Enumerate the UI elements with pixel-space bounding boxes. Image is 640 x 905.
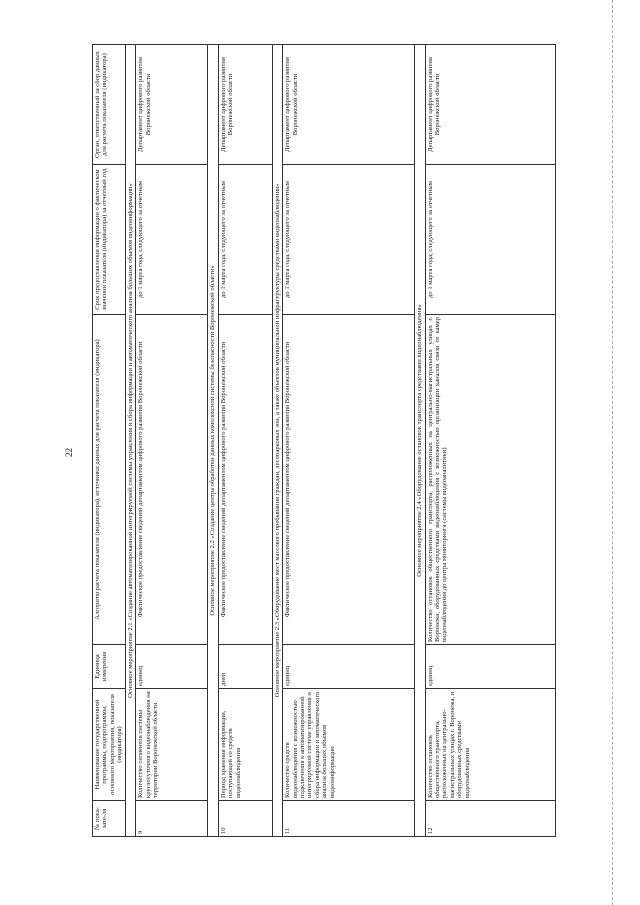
section-row [208, 45, 218, 837]
row-algorithm: Фактическое предоставление сведений департаментом цифрового развития Воронежской области [218, 315, 272, 645]
row-algorithm: Фактическое предоставление сведений департаментом цифрового развития Воронежской области [136, 315, 208, 645]
page-number: 22 [64, 448, 74, 457]
section-row [125, 45, 135, 837]
row-name: Количество остановок общественного транспорта, расположенных на центрально-магистральных улицах г. Воронежа, и оборудованных средствами видеонаблюдения [425, 689, 555, 801]
table-row [218, 45, 272, 837]
row-unit: единиц [136, 645, 208, 689]
section-title: Основное мероприятие 2.2 «Создание центра обработки данных комплексной системы безопасности Воронежской области» [208, 45, 218, 837]
header-term: Срок предоставления информации о фактическом значении показателя (индикатора) за отчетный год [93, 165, 126, 315]
row-org: Департамент цифрового развития Воронежской области [136, 45, 208, 165]
section-title: Основное мероприятие 2.3 «Оборудование мест массового пребывания граждан, лесопарковых зон, а также объектов муниципальной инфраструктуры средствами видеонаблюдения» [272, 45, 282, 837]
row-unit: дней [218, 645, 272, 689]
header-algorithm: Алгоритм расчета показателя (индикатора), источники данных для расчета показателя (индикатора) [93, 315, 126, 645]
table-row [425, 45, 555, 837]
row-term: до 1 марта года, следующего за отчетным [136, 165, 208, 315]
row-num: 11 [283, 801, 415, 837]
row-name: Количество средств видеонаблюдения с возможностью подключения к автоматизированной интегрируемой системе управления и сбора информации и автоматического анализа больших объемов видеоинформации [283, 689, 415, 801]
row-term: до 1 марта года, следующего за отчетным [283, 165, 415, 315]
row-term: до 1 марта года, следующего за отчетным [425, 165, 555, 315]
row-unit: единиц [283, 645, 415, 689]
table-header-row [93, 45, 126, 837]
row-num: 9 [136, 801, 208, 837]
row-algorithm: Фактическое предоставление сведений департаментом цифрового развития Воронежской области [283, 315, 415, 645]
row-num: 10 [218, 801, 272, 837]
row-org: Департамент цифрового развития Воронежской области [218, 45, 272, 165]
header-org: Орган, ответственный за сбор данных для расчета показателя (индикатора) [93, 45, 126, 165]
page-edge-line [612, 0, 613, 905]
row-term: до 1 марта года, следующего за отчетным [218, 165, 272, 315]
header-name: Наименование государственной программы, подпрограммы, основного мероприятия, показателя (индикатора) [93, 689, 126, 801]
section-row [415, 45, 425, 837]
row-name: Количество сегментов системы круглосуточного видеонаблюдения на территории Воронежской области [136, 689, 208, 801]
header-num: № пока-зате-ля [93, 801, 126, 837]
table-row [283, 45, 415, 837]
table-row [136, 45, 208, 837]
row-algorithm: Количество остановок общественного транспорта, расположенных на центрально-магистральных улицах г. Воронежа, оборудованных средствами видеонаблюдения с возможностью организации каналов связи от камер видеонаблюдения до центра мониторинга (системы видеоаналитики) [425, 315, 555, 645]
row-org: Департамент цифрового развития Воронежской области [283, 45, 415, 165]
section-title: Основное мероприятие 2.4 «Оборудование остановок транспорта средствами видеонаблюдения» [415, 45, 425, 837]
indicators-table [92, 44, 556, 837]
row-num: 12 [425, 801, 555, 837]
section-row [272, 45, 282, 837]
header-unit: Единица измерения [93, 645, 126, 689]
row-name: Период хранения информации, поступающей со средств видеонаблюдения [218, 689, 272, 801]
row-org: Департамент цифрового развития Воронежской области [425, 45, 555, 165]
section-title: Основное мероприятие 2.1 «Создание автоматизированной интегрируемой системы управления и сбора информации и автоматического анализа больших объемов видеоинформации» [125, 45, 135, 837]
row-unit: единиц [425, 645, 555, 689]
